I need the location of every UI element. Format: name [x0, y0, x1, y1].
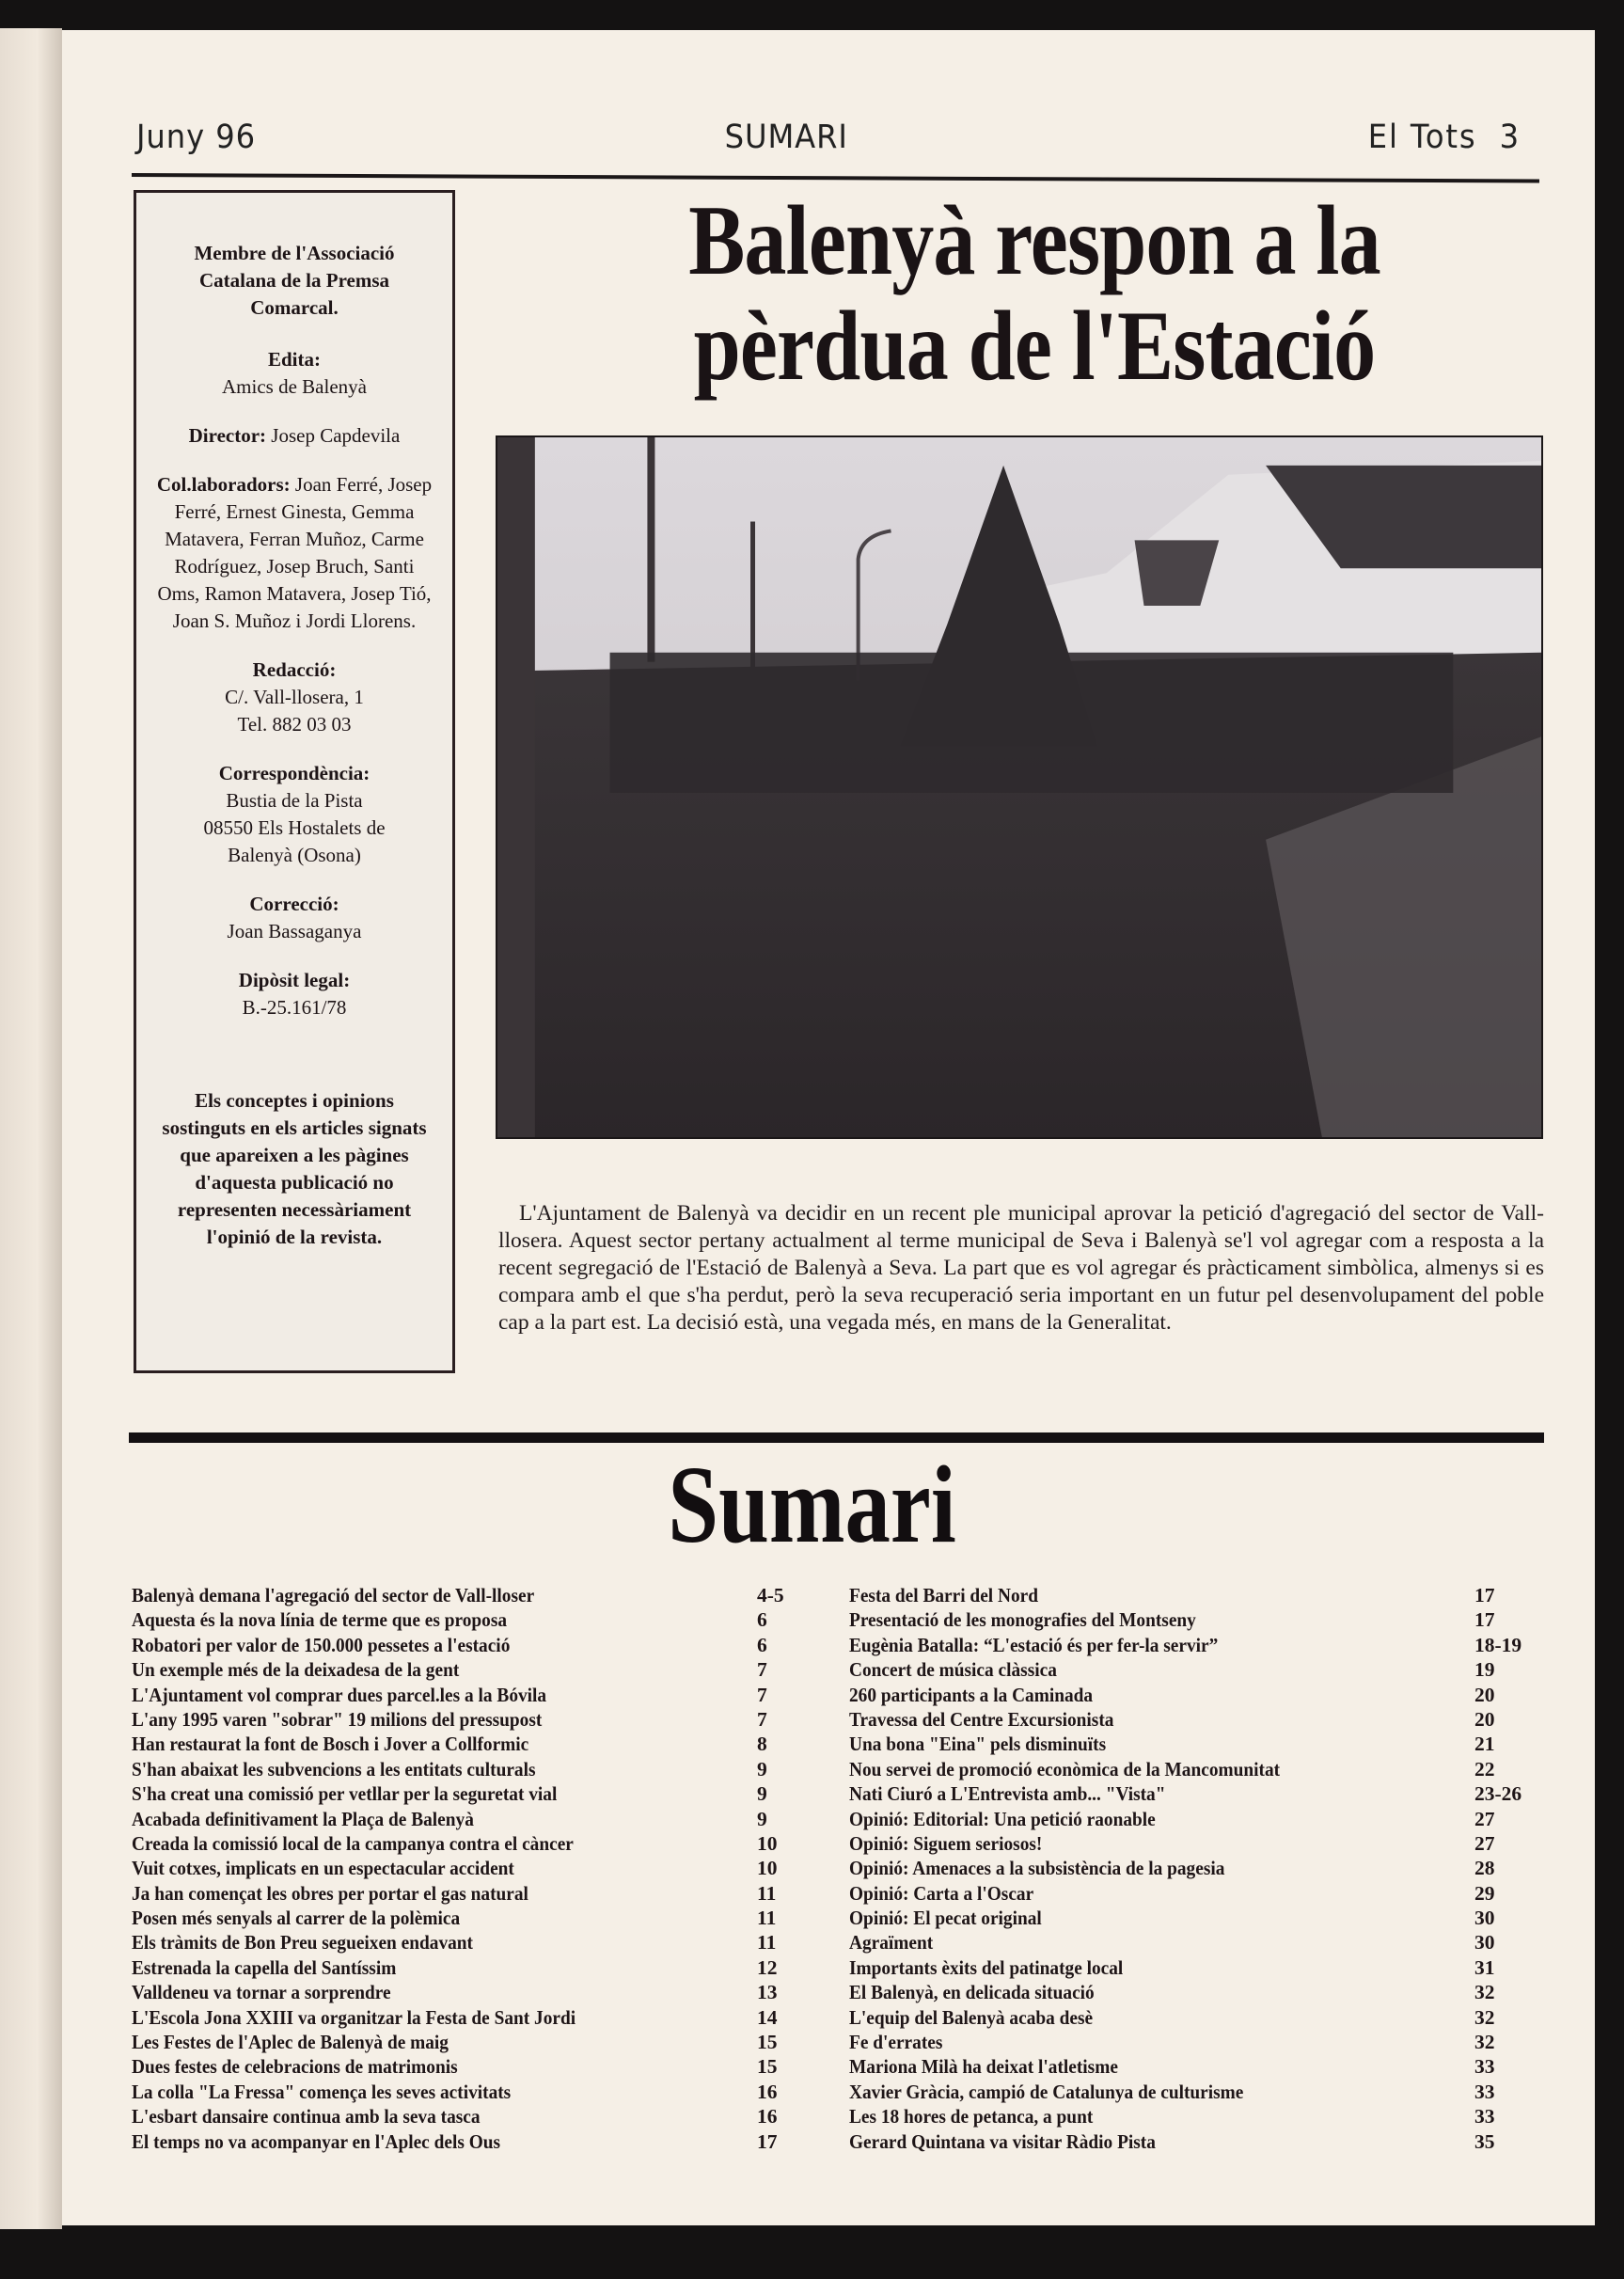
toc-entry [849, 1781, 1522, 1806]
correspondencia-line3: Balenyà (Osona) [228, 844, 361, 866]
toc-entry-title: El temps no va acompanyar en l'Aplec dels Ous [132, 2129, 501, 2153]
toc-entry [132, 1781, 809, 1806]
toc-entry-page: 29 [1474, 1881, 1495, 1905]
masthead-correspondencia [136, 760, 452, 869]
photo-pole-2 [750, 522, 755, 672]
toc-entry-title: Vuit cotxes, implicats en un espectacular accident [132, 1857, 514, 1880]
toc-entry-title: L'esbart dansaire continua amb la seva tasca [132, 2105, 481, 2129]
toc-entry-page: 11 [757, 1907, 777, 1930]
lead-paragraph: L'Ajuntament de Balenyà va decidir en un recent ple municipal aprovar la petició d'agregació del sector de Vall-llosera. Aquest sector pertany actualment al terme municipal de Seva i Balenyà se'l vol agregar com a resposta a la recent segregació de l'Estació de Balenyà a Seva. La part que es vol agregar és pràcticament simbòlica, almenys si es compara amb el que s'ha perdut, però la seva recuperació seria important en un futur pel desenvolupament del poble cap a la part est. La decisió està, una vegada més, en mans de la Generalitat. [498, 1201, 1544, 1335]
toc-entry-page: 31 [1474, 1955, 1495, 1979]
toc-entry-page: 11 [757, 1881, 777, 1905]
toc-entry [132, 1831, 809, 1856]
toc-entry-title: Opinió: Editorial: Una petició raonable [849, 1807, 1156, 1830]
toc-entry-title: L'Escola Jona XXIII va organitzar la Festa de Sant Jordi [132, 2005, 576, 2029]
toc-entry-title: L'equip del Balenyà acaba desè [849, 2005, 1094, 2029]
masthead-director [136, 422, 452, 450]
diposit-label: Dipòsit legal: [238, 969, 351, 991]
toc-entry-page: 33 [1474, 2055, 1495, 2079]
toc-entry [849, 1757, 1507, 1781]
toc-entry-page: 19 [1474, 1658, 1495, 1682]
toc-right-column [849, 1583, 1522, 2154]
toc-entry-page: 7 [757, 1707, 767, 1731]
toc-entry-title: Creada la comissió local de la campanya contra el càncer [132, 1831, 574, 1855]
toc-entry-page: 15 [757, 2031, 778, 2054]
toc-left-column [132, 1583, 809, 2154]
toc-entry [132, 1757, 809, 1781]
toc-entry-title: Nati Ciuró a L'Entrevista amb... "Vista" [849, 1782, 1166, 1806]
masthead-correccio [136, 891, 452, 945]
toc-entry [132, 2054, 809, 2079]
toc-entry-page: 27 [1474, 1807, 1495, 1830]
issue-date: Juny 96 [136, 119, 257, 156]
toc-entry-page: 22 [1474, 1757, 1495, 1780]
director-value: Josep Capdevila [271, 424, 401, 447]
toc-entry-title: La colla "La Fressa" comença les seves activitats [132, 2080, 512, 2103]
toc-entry [849, 1955, 1507, 1980]
toc-entry-page: 16 [757, 2105, 778, 2129]
correspondencia-line1: Bustia de la Pista [226, 789, 363, 812]
toc-entry [132, 1881, 809, 1906]
toc-entry-title: Estrenada la capella del Santíssim [132, 1955, 397, 1979]
collaborators-value: Joan Ferré, Josep Ferré, Ernest Ginesta, Gemma Matavera, Ferran Muñoz, Carme Rodríguez, Josep Bruch, Santi Oms, Ramon Matavera, Josep Tió, Joan S. Muñoz i Jordi Llorens. [157, 473, 433, 632]
edita-value: Amics de Balenyà [222, 375, 367, 398]
toc-entry [849, 1732, 1507, 1756]
toc-entry-title: Opinió: El pecat original [849, 1907, 1042, 1930]
toc-entry-title: Balenyà demana l'agregació del sector de Vall-lloser [132, 1584, 535, 1606]
photo-street-scene [497, 437, 1541, 1137]
toc-entry-page: 27 [1474, 1831, 1495, 1855]
toc-entry-page: 17 [1474, 1608, 1495, 1632]
toc-entry-title: Dues festes de celebracions de matrimonis [132, 2055, 458, 2079]
toc-entry-title: S'ha creat una comissió per vetllar per la seguretat vial [132, 1782, 558, 1806]
redaccio-address: C/. Vall-llosera, 1 [225, 686, 364, 708]
toc-entry-title: Mariona Milà ha deixat l'atletisme [849, 2055, 1118, 2079]
disclaimer: Els conceptes i opinions sostinguts en els articles signats que apareixen a les pàgines d'aquesta publicació no representen necessàriament l'opinió de la revista. [162, 1089, 427, 1248]
toc-entry-page: 4-5 [757, 1584, 784, 1606]
toc-entry-page: 15 [757, 2055, 778, 2079]
running-head [136, 113, 1521, 160]
photo-tree-trunk [497, 437, 535, 1137]
publication-and-page [1368, 119, 1521, 156]
toc-entry-title: Aquesta és la nova línia de terme que es proposa [132, 1608, 508, 1632]
toc-entry-page: 35 [1474, 2129, 1495, 2153]
correccio-value: Joan Bassaganya [227, 920, 362, 942]
masthead-edita [136, 346, 452, 401]
toc-entry [132, 1930, 809, 1955]
toc-entry-title: Una bona "Eina" pels disminuïts [849, 1733, 1107, 1756]
toc-entry [849, 2054, 1507, 2079]
toc-entry-page: 33 [1474, 2080, 1495, 2103]
toc-entry-title: S'han abaixat les subvencions a les entitats culturals [132, 1757, 536, 1780]
masthead-redaccio [136, 657, 452, 738]
toc-entry [132, 1980, 809, 2004]
publication-name: El Tots [1367, 119, 1477, 156]
toc-entry [849, 2104, 1507, 2129]
toc-entry-title: Opinió: Carta a l'Oscar [849, 1881, 1034, 1905]
toc-entry-page: 30 [1474, 1907, 1495, 1930]
toc-entry-page: 9 [757, 1782, 767, 1806]
toc-entry-page: 32 [1474, 1981, 1495, 2004]
toc-entry-page: 20 [1474, 1683, 1495, 1706]
toc-entry [132, 1657, 809, 1682]
toc-entry [849, 1657, 1507, 1682]
toc-entry [132, 2080, 809, 2104]
toc-entry-page: 11 [757, 1931, 777, 1955]
photo-hedge [610, 653, 1454, 793]
toc-entry-page: 13 [757, 1981, 778, 2004]
page-number: 3 [1499, 119, 1521, 156]
sumari-title: Sumari [668, 1443, 956, 1566]
redaccio-phone: Tel. 882 03 03 [237, 713, 352, 736]
toc-entry-page: 20 [1474, 1707, 1495, 1731]
toc-entry [849, 2005, 1507, 2030]
toc-entry-page: 30 [1474, 1931, 1495, 1955]
headline [635, 185, 1434, 401]
toc-entry [132, 1683, 809, 1707]
toc-entry-title: Opinió: Amenaces a la subsistència de la pagesia [849, 1857, 1225, 1880]
toc-entry-title: L'any 1995 varen "sobrar" 19 milions del pressupost [132, 1707, 543, 1731]
photo-pole [647, 437, 654, 662]
toc-entry [132, 1583, 809, 1607]
sumari-rule [129, 1432, 1544, 1443]
toc-entry-title: Valldeneu va tornar a sorprendre [132, 1981, 391, 2004]
toc-entry [849, 2030, 1507, 2054]
toc-entry-title: Les 18 hores de petanca, a punt [849, 2105, 1094, 2129]
toc-entry-page: 7 [757, 1658, 767, 1682]
toc-entry-title: Presentació de les monografies del Montseny [849, 1608, 1196, 1632]
toc-entry-title: Nou servei de promoció econòmica de la Mancomunitat [849, 1757, 1281, 1780]
toc-entry-page: 17 [757, 2129, 778, 2153]
toc-entry-page: 14 [757, 2005, 778, 2029]
toc-entry [849, 2129, 1507, 2154]
toc-entry [132, 2104, 809, 2129]
toc-entry-title: Travessa del Centre Excursionista [849, 1707, 1114, 1731]
toc-entry [849, 1607, 1507, 1632]
toc-entry [132, 1955, 809, 1980]
toc-entry-title: Importants èxits del patinatge local [849, 1955, 1124, 1979]
toc-entry-page: 17 [1474, 1584, 1495, 1606]
correspondencia-line2: 08550 Els Hostalets de [203, 816, 386, 839]
toc-entry-title: El Balenyà, en delicada situació [849, 1981, 1095, 2004]
toc-entry [849, 1980, 1507, 2004]
toc-entry-title: Han restaurat la font de Bosch i Jover a Collformic [132, 1733, 529, 1756]
masthead-box [134, 190, 455, 1373]
toc-entry-page: 28 [1474, 1857, 1495, 1880]
toc-entry-title: L'Ajuntament vol comprar dues parcel.les a la Bóvila [132, 1683, 547, 1706]
correspondencia-label: Correspondència: [218, 762, 371, 784]
toc-entry [132, 1906, 809, 1930]
toc-entry [849, 1807, 1507, 1831]
toc-entry [849, 1881, 1507, 1906]
association-membership: Membre de l'Associació Catalana de la Premsa Comarcal. [194, 242, 395, 319]
correccio-label: Correcció: [249, 893, 339, 915]
toc-entry [132, 1633, 809, 1657]
toc-entry [132, 2005, 809, 2030]
toc-entry [132, 2030, 809, 2054]
section-name: SUMARI [724, 119, 848, 156]
toc-entry-title: Xavier Gràcia, campió de Catalunya de culturisme [849, 2080, 1244, 2103]
toc-entry [849, 1906, 1507, 1930]
toc-entry-page: 10 [757, 1857, 778, 1880]
toc-entry [132, 1807, 809, 1831]
toc-entry-title: Opinió: Siguem seriosos! [849, 1831, 1043, 1855]
toc-entry [849, 1633, 1522, 1657]
headline-line-1: Balenyà respon a la [688, 185, 1380, 295]
article-photo [496, 435, 1543, 1139]
toc-entry [849, 1683, 1507, 1707]
toc-entry-title: Els tràmits de Bon Preu segueixen endavant [132, 1931, 474, 1955]
toc-entry [132, 1707, 809, 1732]
toc-entry-page: 16 [757, 2080, 778, 2103]
toc-entry-page: 6 [757, 1608, 767, 1632]
toc-entry-title: Gerard Quintana va visitar Ràdio Pista [849, 2129, 1156, 2153]
toc-entry [849, 1707, 1507, 1732]
toc-entry-title: Fe d'errates [849, 2031, 943, 2054]
diposit-value: B.-25.161/78 [242, 996, 347, 1019]
toc-entry-title: Festa del Barri del Nord [849, 1584, 1038, 1606]
toc-entry [849, 1831, 1507, 1856]
toc-entry-page: 21 [1474, 1733, 1495, 1756]
masthead-diposit [136, 967, 452, 1021]
previous-page-edge [0, 28, 62, 2229]
toc-entry [132, 1607, 809, 1632]
toc-entry [132, 1856, 809, 1880]
toc-entry-page: 32 [1474, 2031, 1495, 2054]
toc-entry [849, 1583, 1507, 1607]
toc-entry-title: Concert de música clàssica [849, 1658, 1057, 1682]
toc-entry-page: 18-19 [1474, 1633, 1522, 1656]
toc-entry-page: 12 [757, 1955, 778, 1979]
toc-entry-page: 7 [757, 1683, 767, 1706]
toc-entry-page: 32 [1474, 2005, 1495, 2029]
toc-entry [132, 1732, 809, 1756]
masthead-collaborators [136, 471, 452, 635]
toc-entry-page: 10 [757, 1831, 778, 1855]
toc-entry-title: 260 participants a la Caminada [849, 1683, 1094, 1706]
redaccio-label: Redacció: [252, 658, 337, 681]
toc-entry-page: 9 [757, 1807, 767, 1830]
toc-entry-page: 9 [757, 1757, 767, 1780]
toc-entry-title: Un exemple més de la deixadesa de la gent [132, 1658, 460, 1682]
toc-entry [849, 2080, 1507, 2104]
toc-entry-title: Eugènia Batalla: “L'estació és per fer-la servir” [849, 1633, 1219, 1656]
toc-entry [132, 2129, 809, 2154]
director-label: Director: [188, 424, 267, 447]
collaborators-label: Col.laboradors: [156, 473, 291, 496]
edita-label: Edita: [267, 348, 321, 371]
toc-entry-page: 8 [757, 1733, 767, 1756]
toc-entry-page: 23-26 [1474, 1782, 1522, 1806]
toc-entry-title: Acabada definitivament la Plaça de Balenyà [132, 1807, 474, 1830]
toc-entry [849, 1856, 1507, 1880]
toc-entry-title: Agraïment [849, 1931, 934, 1955]
toc-entry-page: 33 [1474, 2105, 1495, 2129]
headline-line-2: pèrdua de l'Estació [693, 291, 1376, 401]
toc-entry-title: Les Festes de l'Aplec de Balenyà de maig [132, 2031, 449, 2054]
toc-entry-title: Robatori per valor de 150.000 pessetes a l'estació [132, 1633, 511, 1656]
toc-entry [849, 1930, 1507, 1955]
toc-entry-title: Ja han començat les obres per portar el gas natural [132, 1881, 528, 1905]
toc-entry-title: Posen més senyals al carrer de la polèmica [132, 1907, 461, 1930]
toc-entry-page: 6 [757, 1633, 767, 1656]
